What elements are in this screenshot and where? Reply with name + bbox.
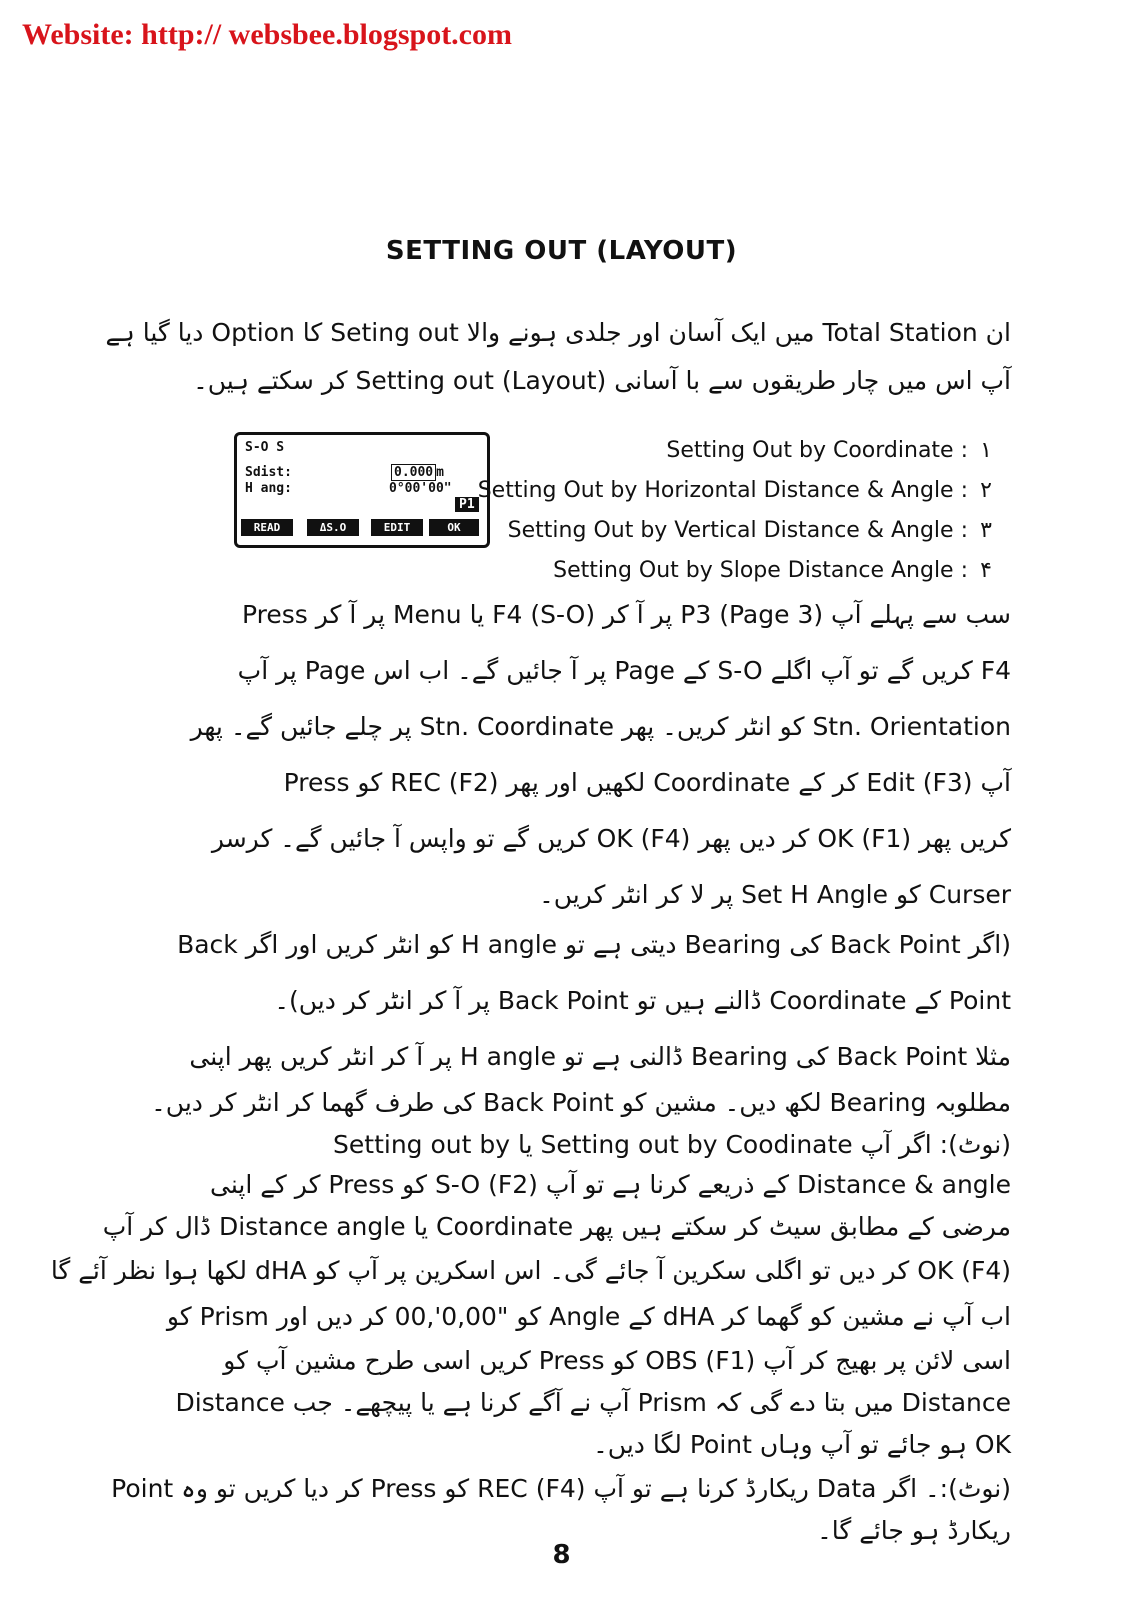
- website-header[interactable]: Website: http:// websbee.blogspot.com: [22, 18, 512, 51]
- page-title: SETTING OUT (LAYOUT): [385, 236, 738, 266]
- method-number: ۱: [980, 438, 992, 463]
- body-line: ریکارڈ ہو جائے گا۔: [817, 1516, 1011, 1545]
- body-line: (نوٹ):۔ اگر Data ریکارڈ کرنا ہے تو آپ REC (F4) کو Press کر دیا کریں تو وہ Point: [111, 1474, 1011, 1503]
- method-item: [478, 478, 997, 503]
- method-number: ۳: [980, 518, 992, 543]
- softkey-ok: OK: [429, 519, 479, 536]
- body-line: اسی لائن پر بھیج کر آپ (F1) OBS کو Press کریں اسی طرح مشین آپ کو: [223, 1346, 1011, 1375]
- screen-title: S-O S: [245, 440, 285, 455]
- method-item: [666, 438, 997, 463]
- screen-hang-value: 0°00'00": [389, 481, 452, 496]
- body-line: Point کے Coordinate ڈالنے ہیں تو Back Point پر آ کر انٹر کر دیں)۔: [274, 986, 1011, 1015]
- intro-line-2: آپ اس میں چار طریقوں سے با آسانی Setting out (Layout) کر سکتے ہیں۔: [193, 366, 1011, 395]
- body-line: (نوٹ): اگر آپ Setting out by Coodinate یا Setting out by: [333, 1130, 1011, 1159]
- method-text: Setting Out by Vertical Distance & Angle :: [507, 518, 968, 543]
- body-line: Curser کو Set H Angle پر لا کر انٹر کریں۔: [539, 880, 1011, 909]
- screen-sdist-value: 0.000: [391, 464, 436, 481]
- method-number: ۴: [980, 558, 992, 583]
- body-line: Distance & angle کے ذریعے کرنا ہے تو آپ S-O (F2) کو Press کر کے اپنی: [210, 1170, 1011, 1199]
- method-item: [508, 518, 997, 543]
- body-line: (اگر Back Point کی Bearing دیتی ہے تو H angle کو انٹر کریں اور اگر Back: [177, 930, 1011, 959]
- screen-page-indicator: P1: [455, 497, 479, 512]
- softkey-delta-so: ΔS.O: [307, 519, 359, 536]
- method-number: ۲: [980, 478, 992, 503]
- page-number: 8: [552, 1540, 571, 1570]
- body-line: اب آپ نے مشین کو گھما کر dHA کے Angle کو "0,00',00 کر دیں اور Prism کو: [166, 1302, 1011, 1331]
- body-line: Distance میں بتا دے گی کہ Prism آپ نے آگے کرنا ہے یا پیچھے۔ جب Distance: [175, 1388, 1011, 1417]
- screen-hang-label: H ang:: [245, 481, 292, 496]
- body-line: مرضی کے مطابق سیٹ کر سکتے ہیں پھر Coordinate یا Distance angle ڈال کر آپ: [102, 1212, 1011, 1241]
- total-station-screen: [234, 432, 490, 548]
- body-line: OK ہو جائے تو آپ وہاں Point لگا دیں۔: [593, 1430, 1011, 1459]
- screen-sdist-unit: m: [436, 465, 444, 480]
- body-line: مطلوبہ Bearing لکھ دیں۔ مشین کو Back Point کی طرف گھما کر انٹر کر دیں۔: [151, 1088, 1011, 1117]
- body-line: F4 کریں گے تو آپ اگلے S-O کے Page پر آ جائیں گے۔ اب اس Page پر آپ: [237, 656, 1011, 685]
- body-line: آپ Edit (F3) کر کے Coordinate لکھیں اور پھر REC (F2) کو Press: [283, 768, 1011, 797]
- screen-sdist-row: [391, 465, 444, 480]
- body-line: OK (F4) کر دیں تو اگلی سکرین آ جائے گی۔ اس اسکرین پر آپ کو dHA لکھا ہوا نظر آئے گا: [50, 1256, 1011, 1285]
- method-text: Setting Out by Coordinate :: [666, 438, 968, 463]
- softkey-edit: EDIT: [371, 519, 423, 536]
- method-text: Setting Out by Horizontal Distance & Angle :: [477, 478, 968, 503]
- body-line: Stn. Orientation کو انٹر کریں۔ پھر Stn. Coordinate پر چلے جائیں گے۔ پھر: [190, 712, 1011, 741]
- screen-sdist-label: Sdist:: [245, 465, 292, 480]
- intro-line-1: ان Total Station میں ایک آسان اور جلدی ہونے والا Seting out کا Option دیا گیا ہے: [105, 318, 1011, 347]
- softkey-read: READ: [241, 519, 293, 536]
- body-line: مثلا Back Point کی Bearing ڈالنی ہے تو H angle پر آ کر انٹر کریں پھر اپنی: [189, 1042, 1011, 1071]
- body-line: کریں پھر OK (F1) کر دیں پھر OK (F4) کریں گے تو واپس آ جائیں گے۔ کرسر: [211, 824, 1011, 853]
- body-line: سب سے پہلے آپ P3 (Page 3) پر آ کر F4 (S-O) یا Menu پر آ کر Press: [242, 600, 1011, 629]
- method-text: Setting Out by Slope Distance Angle :: [553, 558, 968, 583]
- method-item: [553, 558, 997, 583]
